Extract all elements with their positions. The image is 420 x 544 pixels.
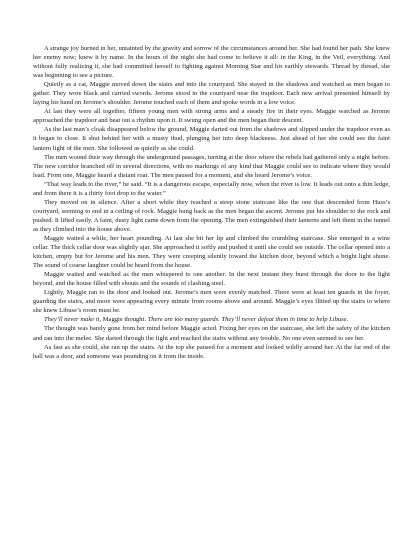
- paragraph-2: Quietly as a cat, Maggie moved down the stairs and into the courtyard. She stayed in the shadows and watched as men began to gather. They wore black and carried swords. Jerome stood in the courtyard near the trapdoor. Each new arrival presented himself by laying his hand on Jerome’s shoulder. Jerome touched each of them and spoke words in a low voice.: [33, 81, 390, 107]
- paragraph-5: The men wound their way through the underground passages, turning at the door where the rebels had gathered only a night before. The new corridor branched off in several directions, with no markings of any kind that Maggie could see to indicate where they would lead. From one, Maggie heard a distant roar. The men paused for a moment, and she heard Jerome’s voice.: [33, 153, 390, 179]
- paragraph-4: As the last man’s cloak disappeared below the ground, Maggie darted out from the shadows and slipped under the trapdoor even as it began to close. It shut behind her with a musty thud, plunging her into deep blackness. Just ahead of her she could see the faint lantern light of the men. She followed as quietly as she could.: [33, 126, 390, 152]
- thought-italic-1: They’ll never make it,: [44, 316, 102, 324]
- paragraph-8: Maggie waited a while, her heart pounding. At last she bit her lip and climbed the crumbling staircase. She emerged in a wine cellar. The thick cellar door was slightly ajar. She approached it softly and pushed it until she could see outside. The cellar opened into a kitchen, empty but for Jerome and his men. They were creeping silently toward the kitchen door, beyond which a bright light shone. The sound of coarse laughter could be heard from the house.: [33, 234, 390, 270]
- paragraph-12: The thought was barely gone from her mind before Maggie acted. Fixing her eyes on the staircase, she left the safety of the kitchen and ran into the melee. She darted through the fight and reached the stairs without any trouble. No one even seemed to see her.: [33, 325, 390, 342]
- paragraph-13: As fast as she could, she ran up the stairs. At the top she paused for a moment and looked wildly around her. At the far end of the hall was a door, and someone was pounding on it from the inside.: [33, 343, 390, 360]
- paragraph-1: A strange joy burned in her, untainted by the gravity and sorrow of the circumstances around her. She had found her path. She knew her enemy now; knew it by name. In the hours of the night she had come to believe it all: in the King, in the Veil, everything. And without fully realizing it, she had committed herself to fighting against Morning Star and his earthly stewards. Thread by thread, she was beginning to see a picture.: [33, 45, 390, 80]
- paragraph-10: Lightly, Maggie ran to the door and looked out. Jerome’s men were evenly matched. There were at least ten guards in the foyer, guarding the stairs, and more were appearing every minute from rooms above and around. Maggie’s eyes flitted up the stairs to where she knew Libuse’s room must be.: [33, 289, 390, 315]
- thought-plain: Maggie thought.: [101, 316, 148, 324]
- thought-italic-2: There are too many guards. They’ll never defeat them in time to help Libuse.: [147, 316, 349, 324]
- book-page-text: [33, 44, 390, 361]
- paragraph-7: They moved on in silence. After a short while they reached a steep stone staircase like the one that descended from Huss’s courtyard, seeming to end in a ceiling of rock. Maggie hung back as the men began the ascent. Jerome put his shoulder to the rock and pushed. It lifted easily. A faint, dusty light came down from the opening. The men extinguished their lanterns and left them in the tunnel as they climbed into the house above.: [33, 198, 390, 233]
- paragraph-6: “That way leads to the river,” he said. “It is a dangerous escape, especially now, when the river is low. It leads out onto a thin ledge, and from there it is a thirty foot drop to the water.”: [33, 180, 390, 197]
- paragraph-thought: [33, 315, 390, 324]
- paragraph-9: Maggie waited and watched as the men whispered to one another. In the next instant they burst through the door to the light beyond, and the house filled with shouts and the sounds of clashing steel.: [33, 271, 390, 288]
- paragraph-3: At last they were all together, fifteen young men with strong arms and a steady fire in their eyes. Maggie watched as Jerome approached the trapdoor and beat out a rhythm upon it. It swung open and the men began their descent.: [33, 108, 390, 125]
